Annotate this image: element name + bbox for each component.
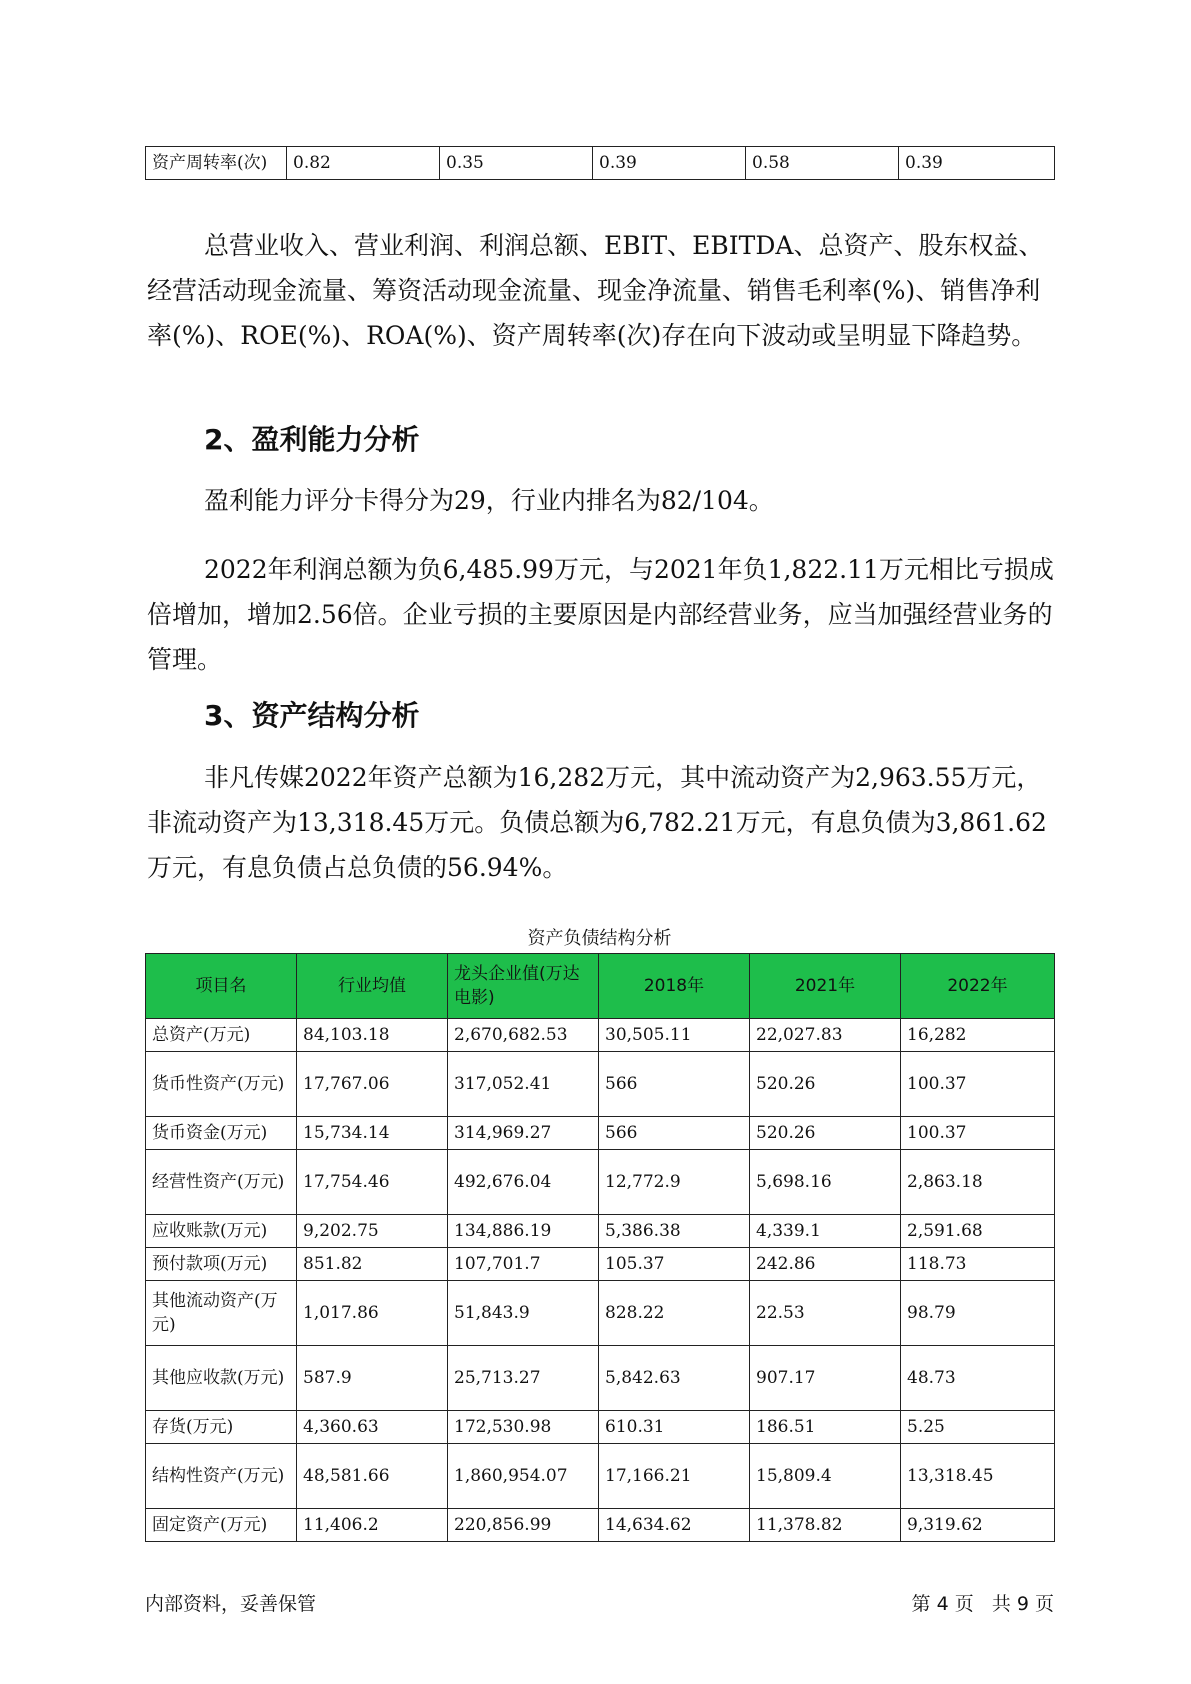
table-cell: 9,202.75 [297, 1215, 448, 1248]
table-cell: 134,886.19 [448, 1215, 599, 1248]
table-cell: 610.31 [599, 1411, 750, 1444]
table-cell: 566 [599, 1052, 750, 1117]
table-row [146, 1019, 1055, 1052]
table-cell: 5,386.38 [599, 1215, 750, 1248]
table-cell: 107,701.7 [448, 1248, 599, 1281]
table-cell: 22,027.83 [750, 1019, 901, 1052]
table-cell: 84,103.18 [297, 1019, 448, 1052]
table-cell: 105.37 [599, 1248, 750, 1281]
table-cell: 907.17 [750, 1346, 901, 1411]
table-cell: 851.82 [297, 1248, 448, 1281]
row-label-cell: 货币资金(万元) [146, 1117, 297, 1150]
table-row [146, 1411, 1055, 1444]
row-label-cell: 结构性资产(万元) [146, 1444, 297, 1509]
profit-paragraph: 2022年利润总额为负6,485.99万元，与2021年负1,822.11万元相比亏损成倍增加，增加2.56倍。企业亏损的主要原因是内部经营业务，应当加强经营业务的管理。 [147, 555, 1054, 674]
row-label-cell: 货币性资产(万元) [146, 1052, 297, 1117]
table-cell: 520.26 [750, 1117, 901, 1150]
table-cell: 5,698.16 [750, 1150, 901, 1215]
table-cell: 5.25 [901, 1411, 1055, 1444]
asset-paragraph: 非凡传媒2022年资产总额为16,282万元，其中流动资产为2,963.55万元，非流动资产为13,318.45万元。负债总额为6,782.21万元，有息负债为3,861.62万元，有息负债占总负债的56.94%。 [147, 763, 1047, 882]
table-cell: 17,754.46 [297, 1150, 448, 1215]
table-row [146, 147, 1055, 180]
table-row [146, 1215, 1055, 1248]
balance-sheet-table [145, 953, 1055, 1542]
table-cell: 98.79 [901, 1281, 1055, 1346]
table-cell: 17,166.21 [599, 1444, 750, 1509]
table-cell: 118.73 [901, 1248, 1055, 1281]
turnover-table [145, 146, 1055, 180]
table-cell: 12,772.9 [599, 1150, 750, 1215]
table-row [146, 1281, 1055, 1346]
table-cell: 2,591.68 [901, 1215, 1055, 1248]
table-cell: 566 [599, 1117, 750, 1150]
table-cell: 100.37 [901, 1052, 1055, 1117]
table-cell: 11,378.82 [750, 1509, 901, 1542]
table-cell: 317,052.41 [448, 1052, 599, 1117]
table-cell: 186.51 [750, 1411, 901, 1444]
table-cell: 30,505.11 [599, 1019, 750, 1052]
table-cell: 314,969.27 [448, 1117, 599, 1150]
table-cell: 17,767.06 [297, 1052, 448, 1117]
table-cell: 0.39 [899, 147, 1055, 180]
table-cell: 51,843.9 [448, 1281, 599, 1346]
score-paragraph: 盈利能力评分卡得分为29，行业内排名为82/104。 [204, 486, 774, 515]
table-cell: 2,670,682.53 [448, 1019, 599, 1052]
table-cell: 9,319.62 [901, 1509, 1055, 1542]
table-header-row [146, 954, 1055, 1019]
table-row [146, 1346, 1055, 1411]
table-row [146, 1117, 1055, 1150]
table-cell: 220,856.99 [448, 1509, 599, 1542]
table-cell: 15,734.14 [297, 1117, 448, 1150]
table-cell: 14,634.62 [599, 1509, 750, 1542]
table-row [146, 1509, 1055, 1542]
table-row [146, 1052, 1055, 1117]
row-label-cell: 总资产(万元) [146, 1019, 297, 1052]
table-cell: 172,530.98 [448, 1411, 599, 1444]
table-cell: 492,676.04 [448, 1150, 599, 1215]
table-cell: 0.39 [593, 147, 746, 180]
table-cell: 100.37 [901, 1117, 1055, 1150]
section-heading-profitability: 2、盈利能力分析 [204, 423, 420, 456]
table-cell: 828.22 [599, 1281, 750, 1346]
table-cell: 48.73 [901, 1346, 1055, 1411]
table-row [146, 1248, 1055, 1281]
column-header: 项目名 [146, 954, 297, 1019]
row-label-cell: 经营性资产(万元) [146, 1150, 297, 1215]
table-cell: 0.82 [287, 147, 440, 180]
column-header: 龙头企业值(万达电影) [448, 954, 599, 1019]
table-cell: 22.53 [750, 1281, 901, 1346]
table-cell: 242.86 [750, 1248, 901, 1281]
column-header: 2018年 [599, 954, 750, 1019]
table-cell: 48,581.66 [297, 1444, 448, 1509]
row-label-cell: 预付款项(万元) [146, 1248, 297, 1281]
table-row [146, 1444, 1055, 1509]
table-cell: 25,713.27 [448, 1346, 599, 1411]
table-cell: 520.26 [750, 1052, 901, 1117]
table-cell: 0.58 [746, 147, 899, 180]
column-header: 2021年 [750, 954, 901, 1019]
table-row [146, 1150, 1055, 1215]
section-heading-asset-structure: 3、资产结构分析 [204, 699, 420, 732]
table-cell: 2,863.18 [901, 1150, 1055, 1215]
table-cell: 4,360.63 [297, 1411, 448, 1444]
table-cell: 5,842.63 [599, 1346, 750, 1411]
row-label-cell: 其他流动资产(万元) [146, 1281, 297, 1346]
table-cell: 15,809.4 [750, 1444, 901, 1509]
table-cell: 11,406.2 [297, 1509, 448, 1542]
row-label-cell: 其他应收款(万元) [146, 1346, 297, 1411]
row-label-cell: 存货(万元) [146, 1411, 297, 1444]
table-cell: 1,017.86 [297, 1281, 448, 1346]
summary-paragraph: 总营业收入、营业利润、利润总额、EBIT、EBITDA、总资产、股东权益、经营活动现金流量、筹资活动现金流量、现金净流量、销售毛利率(%)、销售净利率(%)、ROE(%)、ROA(%)、资产周转率(次)存在向下波动或呈明显下降趋势。 [147, 231, 1044, 350]
footer-page-number: 第 4 页 共 9 页 [911, 1593, 1054, 1615]
column-header: 2022年 [901, 954, 1055, 1019]
row-label-cell: 应收账款(万元) [146, 1215, 297, 1248]
table-cell: 587.9 [297, 1346, 448, 1411]
table-cell: 1,860,954.07 [448, 1444, 599, 1509]
table-cell: 0.35 [440, 147, 593, 180]
table-cell: 16,282 [901, 1019, 1055, 1052]
footer-confidential-note: 内部资料，妥善保管 [145, 1593, 317, 1615]
row-label-cell: 固定资产(万元) [146, 1509, 297, 1542]
table-caption: 资产负债结构分析 [527, 928, 672, 949]
column-header: 行业均值 [297, 954, 448, 1019]
table-cell: 资产周转率(次) [146, 147, 287, 180]
table-cell: 4,339.1 [750, 1215, 901, 1248]
table-cell: 13,318.45 [901, 1444, 1055, 1509]
